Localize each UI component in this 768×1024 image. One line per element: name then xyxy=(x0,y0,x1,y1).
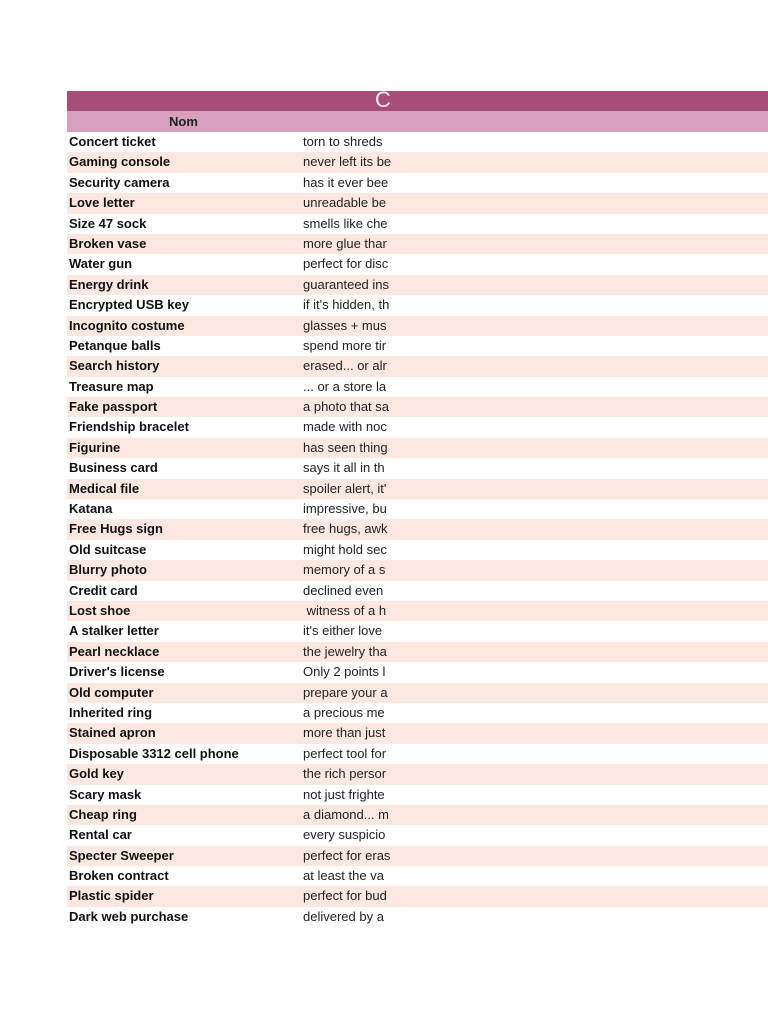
item-description-cell[interactable]: if it's hidden, th xyxy=(303,297,390,313)
table-row[interactable] xyxy=(67,479,768,499)
item-name-cell[interactable]: Size 47 sock xyxy=(69,215,147,231)
item-description-cell[interactable]: Only 2 points l xyxy=(303,664,386,680)
item-name-cell[interactable]: Broken contract xyxy=(69,868,169,884)
item-description-cell[interactable]: has it ever bee xyxy=(303,174,389,190)
item-description-cell[interactable]: erased... or alr xyxy=(303,358,387,374)
table-row[interactable] xyxy=(67,601,768,621)
table-row[interactable] xyxy=(67,275,768,295)
table-row[interactable] xyxy=(67,458,768,478)
item-name-cell[interactable]: Katana xyxy=(69,501,113,517)
item-description-cell[interactable]: spend more tir xyxy=(303,337,387,353)
item-description-cell[interactable]: free hugs, awk xyxy=(303,521,388,537)
table-row[interactable] xyxy=(67,132,768,152)
item-description-cell[interactable]: says it all in th xyxy=(303,460,385,476)
item-name-cell[interactable]: Stained apron xyxy=(69,725,156,741)
item-description-cell[interactable]: a precious me xyxy=(303,704,385,720)
item-name-cell[interactable]: Old computer xyxy=(69,684,154,700)
item-name-cell[interactable]: Figurine xyxy=(69,439,121,455)
item-name-cell[interactable]: Inherited ring xyxy=(69,704,153,720)
item-name-cell[interactable]: Old suitcase xyxy=(69,541,147,557)
item-name-cell[interactable]: Specter Sweeper xyxy=(69,847,174,863)
column-header-nom: Nom xyxy=(169,114,198,129)
item-description-cell[interactable]: spoiler alert, it' xyxy=(303,480,387,496)
item-description-cell[interactable]: witness of a h xyxy=(303,602,387,618)
item-name-cell[interactable]: Security camera xyxy=(69,174,170,190)
table-row[interactable] xyxy=(67,581,768,601)
table-row[interactable] xyxy=(67,438,768,458)
item-name-cell[interactable]: Cheap ring xyxy=(69,806,137,822)
item-description-cell[interactable]: it's either love xyxy=(303,623,383,639)
item-description-cell[interactable]: perfect for eras xyxy=(303,847,391,863)
item-name-cell[interactable]: Gaming console xyxy=(69,154,171,170)
table-row[interactable] xyxy=(67,316,768,336)
item-description-cell[interactable]: unreadable be xyxy=(303,195,387,211)
item-name-cell[interactable]: Search history xyxy=(69,358,160,374)
item-name-cell[interactable]: Pearl necklace xyxy=(69,643,160,659)
item-description-cell[interactable]: more glue thar xyxy=(303,235,387,251)
item-name-cell[interactable]: Energy drink xyxy=(69,276,149,292)
table-row[interactable] xyxy=(67,499,768,519)
table-row[interactable] xyxy=(67,193,768,213)
item-description-cell[interactable]: perfect for disc xyxy=(303,256,389,272)
table-row[interactable] xyxy=(67,377,768,397)
item-description-cell[interactable]: perfect tool for xyxy=(303,745,387,761)
table-row[interactable] xyxy=(67,621,768,641)
table-row[interactable] xyxy=(67,356,768,376)
table-row[interactable] xyxy=(67,397,768,417)
item-name-cell[interactable]: A stalker letter xyxy=(69,623,159,639)
table-row[interactable] xyxy=(67,683,768,703)
title-bar xyxy=(67,91,768,111)
item-description-cell[interactable]: might hold sec xyxy=(303,541,387,557)
item-description-cell[interactable]: perfect for bud xyxy=(303,888,387,904)
item-name-cell[interactable]: Friendship bracelet xyxy=(69,419,189,435)
item-description-cell[interactable]: has seen thing xyxy=(303,439,388,455)
table-row[interactable] xyxy=(67,886,768,906)
table-row[interactable] xyxy=(67,642,768,662)
table-row[interactable] xyxy=(67,519,768,539)
item-description-cell[interactable]: a diamond... m xyxy=(303,806,389,822)
item-name-cell[interactable]: Blurry photo xyxy=(69,562,147,578)
item-description-cell[interactable]: memory of a s xyxy=(303,562,386,578)
item-name-cell[interactable]: Business card xyxy=(69,460,158,476)
table-row[interactable] xyxy=(67,560,768,580)
item-description-cell[interactable]: the rich persor xyxy=(303,766,387,782)
table-row[interactable] xyxy=(67,805,768,825)
item-description-cell[interactable]: ... or a store la xyxy=(303,378,387,394)
item-name-cell[interactable]: Petanque balls xyxy=(69,337,161,353)
item-name-cell[interactable]: Love letter xyxy=(69,195,135,211)
item-name-cell[interactable]: Credit card xyxy=(69,582,138,598)
item-name-cell[interactable]: Dark web purchase xyxy=(69,908,189,924)
item-name-cell[interactable]: Broken vase xyxy=(69,235,147,251)
item-name-cell[interactable]: Free Hugs sign xyxy=(69,521,163,537)
table-row[interactable] xyxy=(67,866,768,886)
item-name-cell[interactable]: Scary mask xyxy=(69,786,142,802)
sheet-title: C xyxy=(375,91,391,111)
item-description-cell[interactable]: made with noc xyxy=(303,419,387,435)
table-row[interactable] xyxy=(67,234,768,254)
item-name-cell[interactable]: Plastic spider xyxy=(69,888,154,904)
table-row[interactable] xyxy=(67,214,768,234)
table-row[interactable] xyxy=(67,785,768,805)
item-name-cell[interactable]: Water gun xyxy=(69,256,133,272)
item-description-cell[interactable]: impressive, bu xyxy=(303,501,387,517)
table-row[interactable] xyxy=(67,764,768,784)
spreadsheet-table xyxy=(67,91,768,927)
item-name-cell[interactable]: Encrypted USB key xyxy=(69,297,189,313)
item-name-cell[interactable]: Driver's license xyxy=(69,664,165,680)
table-row[interactable] xyxy=(67,254,768,274)
item-name-cell[interactable]: Rental car xyxy=(69,827,132,843)
table-row[interactable] xyxy=(67,152,768,172)
item-description-cell[interactable]: every suspicio xyxy=(303,827,386,843)
item-description-cell[interactable]: more than just xyxy=(303,725,386,741)
item-description-cell[interactable]: at least the va xyxy=(303,868,384,884)
table-row[interactable] xyxy=(67,723,768,743)
item-description-cell[interactable]: not just frighte xyxy=(303,786,385,802)
table-row[interactable] xyxy=(67,417,768,437)
table-row[interactable] xyxy=(67,662,768,682)
table-row[interactable] xyxy=(67,907,768,927)
table-row[interactable] xyxy=(67,540,768,560)
item-name-cell[interactable]: Treasure map xyxy=(69,378,154,394)
table-row[interactable] xyxy=(67,336,768,356)
item-description-cell[interactable]: the jewelry tha xyxy=(303,643,387,659)
table-body xyxy=(67,132,768,927)
header-row xyxy=(67,111,768,132)
item-name-cell[interactable]: Gold key xyxy=(69,766,124,782)
item-description-cell[interactable]: glasses + mus xyxy=(303,317,387,333)
table-row[interactable] xyxy=(67,846,768,866)
item-name-cell[interactable]: Concert ticket xyxy=(69,134,156,149)
item-description-cell[interactable]: smells like che xyxy=(303,215,388,231)
item-name-cell[interactable]: Lost shoe xyxy=(69,602,131,618)
table-row[interactable] xyxy=(67,703,768,723)
table-row[interactable] xyxy=(67,173,768,193)
item-name-cell[interactable]: Medical file xyxy=(69,480,140,496)
table-row[interactable] xyxy=(67,825,768,845)
item-description-cell[interactable]: a photo that sa xyxy=(303,399,390,415)
item-description-cell[interactable]: guaranteed ins xyxy=(303,276,390,292)
table-row[interactable] xyxy=(67,744,768,764)
item-description-cell[interactable]: torn to shreds xyxy=(303,134,383,149)
item-name-cell[interactable]: Fake passport xyxy=(69,399,158,415)
item-description-cell[interactable]: delivered by a xyxy=(303,908,384,924)
item-description-cell[interactable]: prepare your a xyxy=(303,684,388,700)
item-description-cell[interactable]: declined even xyxy=(303,582,384,598)
item-name-cell[interactable]: Disposable 3312 cell phone xyxy=(69,745,239,761)
table-row[interactable] xyxy=(67,295,768,315)
item-description-cell[interactable]: never left its be xyxy=(303,154,391,170)
item-name-cell[interactable]: Incognito costume xyxy=(69,317,185,333)
